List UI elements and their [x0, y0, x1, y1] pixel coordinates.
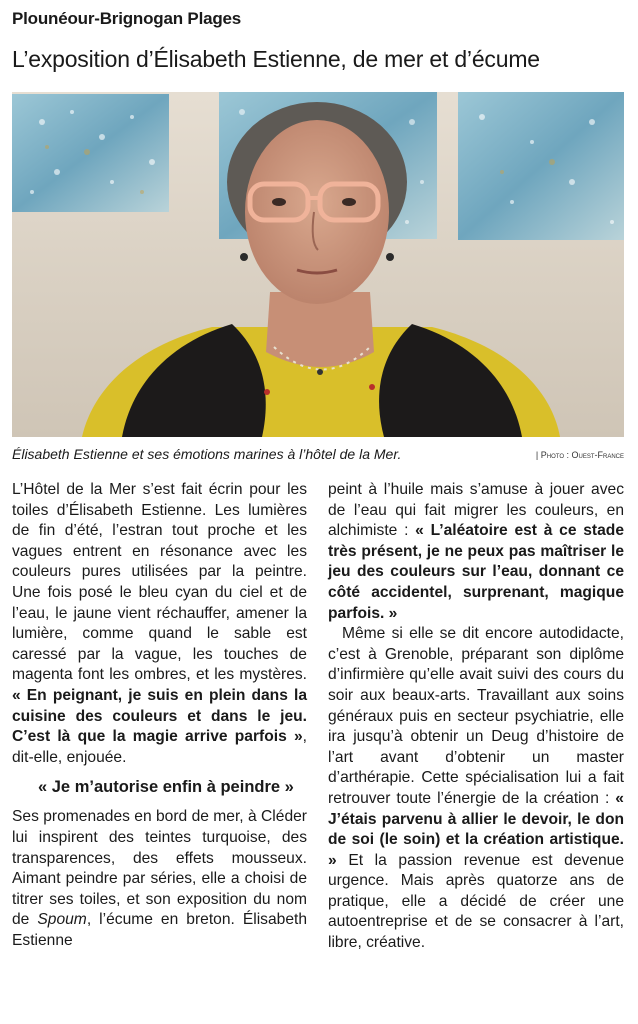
quote: « J’étais parvenu à allier le devoir, le don de soi (le soin) et la création artistique. »	[328, 789, 624, 869]
painting-right	[458, 92, 624, 240]
article-column-right	[328, 480, 624, 954]
photo-caption: Élisabeth Estienne et ses émotions marines à l’hôtel de la Mer.	[12, 446, 402, 462]
headline: L’exposition d’Élisabeth Estienne, de mer et d’écume	[12, 46, 540, 72]
quote: « En peignant, je suis en plein dans la cuisine des couleurs et dans le jeu. C’est là que la magie arrive parfois »	[12, 686, 307, 746]
photo-credit: | Photo : Ouest-France	[535, 450, 624, 460]
painting-left	[12, 94, 169, 212]
paragraph: L’Hôtel de la Mer s’est fait écrin pour les toiles d’Élisabeth Estienne. Les lumières de fin d’été, l’estran tout proche et les vagues entrent en résonance avec les couleurs pures utilisées par la peintre. Une fois posé le bleu cyan du ciel et de l’eau, le jaune vient réchauffer, amener la lumière, comme quand le sable est caressé par la vague, les touches de magenta font les ombres, et les mystères. « En peignant, je suis en plein dans la cuisine des couleurs et dans le jeu. C’est là que la magie arrive parfois », dit-elle, enjouée.	[12, 481, 307, 766]
paragraph: Ses promenades en bord de mer, à Cléder lui inspirent des teintes turquoise, des transparences, des effets mousseux. Aimant peindre par séries, elle a choisi de titrer ses toiles, et son exposition du nom de Spoum, l’écume en breton. Élisabeth Estienne	[12, 808, 307, 949]
article-column-left	[12, 480, 307, 951]
quote: « L’aléatoire est à ce stade très présent, je ne peux pas maîtriser le jeu des couleurs sur l’eau, donnant ce côté accidentel, surprenant, magique parfois. »	[328, 522, 624, 622]
paragraph: peint à l’huile mais s’amuse à jouer avec de l’eau qui fait migrer les couleurs, en alchimiste : « L’aléatoire est à ce stade très présent, je ne peux pas maîtriser le jeu des couleurs sur l’eau, donnant ce côté accidentel, surprenant, magique parfois. »	[328, 481, 624, 622]
photo-caption-row	[12, 446, 624, 466]
location-kicker: Plounéour-Brignogan Plages	[12, 9, 242, 28]
article-photo	[12, 92, 624, 437]
subheading: « Je m’autorise enfin à peindre »	[38, 778, 294, 797]
paragraph: Même si elle se dit encore autodidacte, c’est à Grenoble, préparant son diplôme d’infirmière qu’elle avait suivi des cours du soir aux beaux-arts. Travaillant aux soins généraux puis en secteur psychiatrie, elle ira jusqu’à obtenir un Deug d’histoire de l’art avant d’obtenir un master d’arthérapie. Cette spécialisation lui a fait retrouver toute l’énergie de la création : « J’étais parvenu à allier le devoir, le don de soi (le soin) et la création artistique. » Et la passion revenue est devenue urgence. Mais après quatorze ans de pratique, elle a décidé de créer une autoentreprise et de se consacrer à l’art, libre, créative.	[328, 625, 624, 952]
